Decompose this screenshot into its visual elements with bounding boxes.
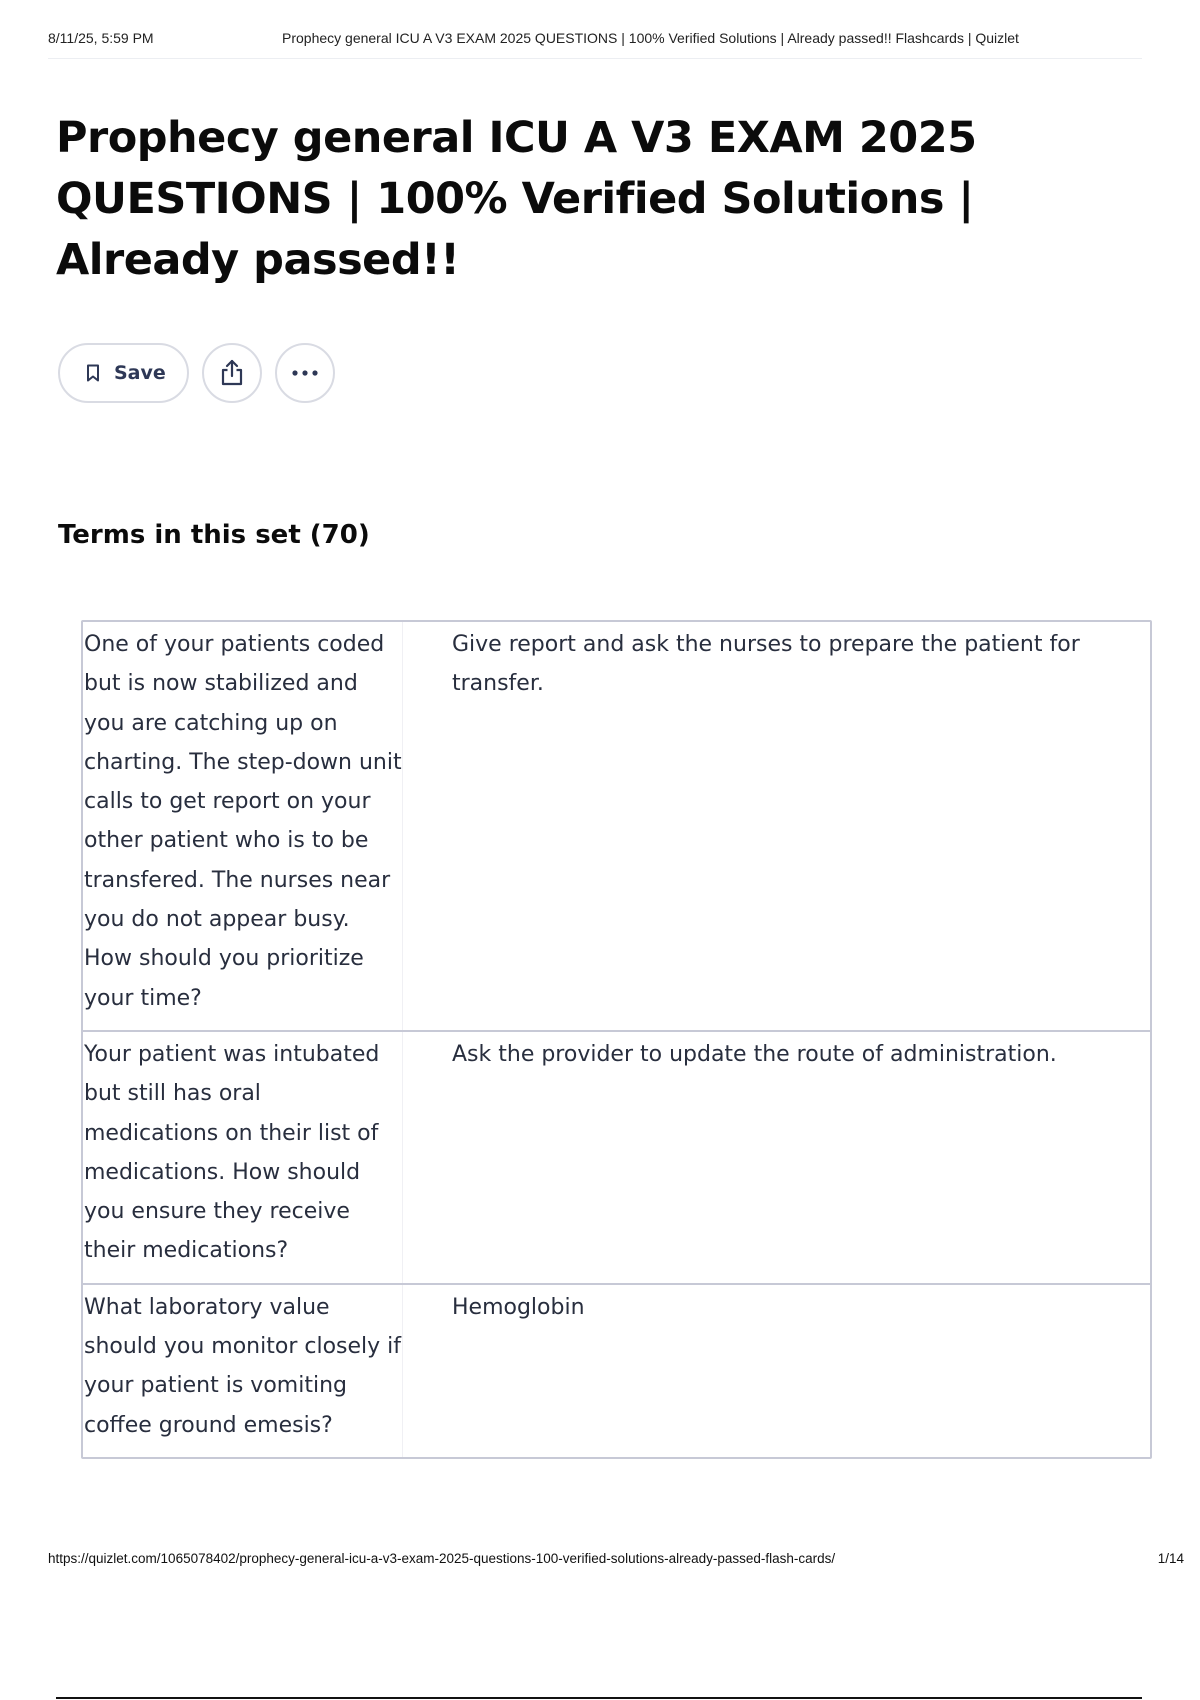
save-label: Save: [114, 362, 166, 384]
term-row: [83, 1285, 1150, 1457]
share-button[interactable]: [202, 343, 262, 403]
term-text: Your patient was intubated but still has oral medications on their list of medications. How should you ensure they receive their medications?: [83, 1032, 403, 1283]
definition-text: Hemoglobin: [452, 1294, 585, 1320]
share-icon: [219, 359, 245, 387]
definition-text: Ask the provider to update the route of administration.: [452, 1041, 1057, 1067]
terms-heading: Terms in this set (70): [58, 520, 370, 550]
more-horizontal-icon: [291, 369, 319, 377]
set-actions: [58, 343, 335, 403]
print-header: [48, 30, 1142, 59]
term-text: What laboratory value should you monitor closely if your patient is vomiting coffee ground emesis?: [83, 1285, 403, 1457]
bottom-divider: [56, 1697, 1142, 1699]
term-row: [83, 1032, 1150, 1285]
term-row: [83, 622, 1150, 1032]
print-date: 8/11/25, 5:59 PM: [48, 30, 154, 46]
print-page-number: 1/14: [1157, 1551, 1184, 1566]
save-button[interactable]: [58, 343, 189, 403]
print-doc-title: Prophecy general ICU A V3 EXAM 2025 QUESTIONS | 100% Verified Solutions | Already passed!! Flashcards | Quizlet: [282, 30, 1019, 46]
definition-text: Give report and ask the nurses to prepare the patient for transfer.: [452, 632, 1080, 697]
more-button[interactable]: [275, 343, 335, 403]
print-url: https://quizlet.com/1065078402/prophecy-general-icu-a-v3-exam-2025-questions-100-verified-solutions-already-passed-flash-cards/: [48, 1551, 836, 1566]
terms-table: [81, 620, 1152, 1459]
page-title: Prophecy general ICU A V3 EXAM 2025 QUESTIONS | 100% Verified Solutions | Already passed!!: [56, 113, 977, 285]
bookmark-icon: [86, 364, 100, 382]
term-text: One of your patients coded but is now stabilized and you are catching up on charting. The step-down unit calls to get report on your other patient who is to be transfered. The nurses near you do not appear busy. How should you prioritize your time?: [83, 622, 403, 1030]
